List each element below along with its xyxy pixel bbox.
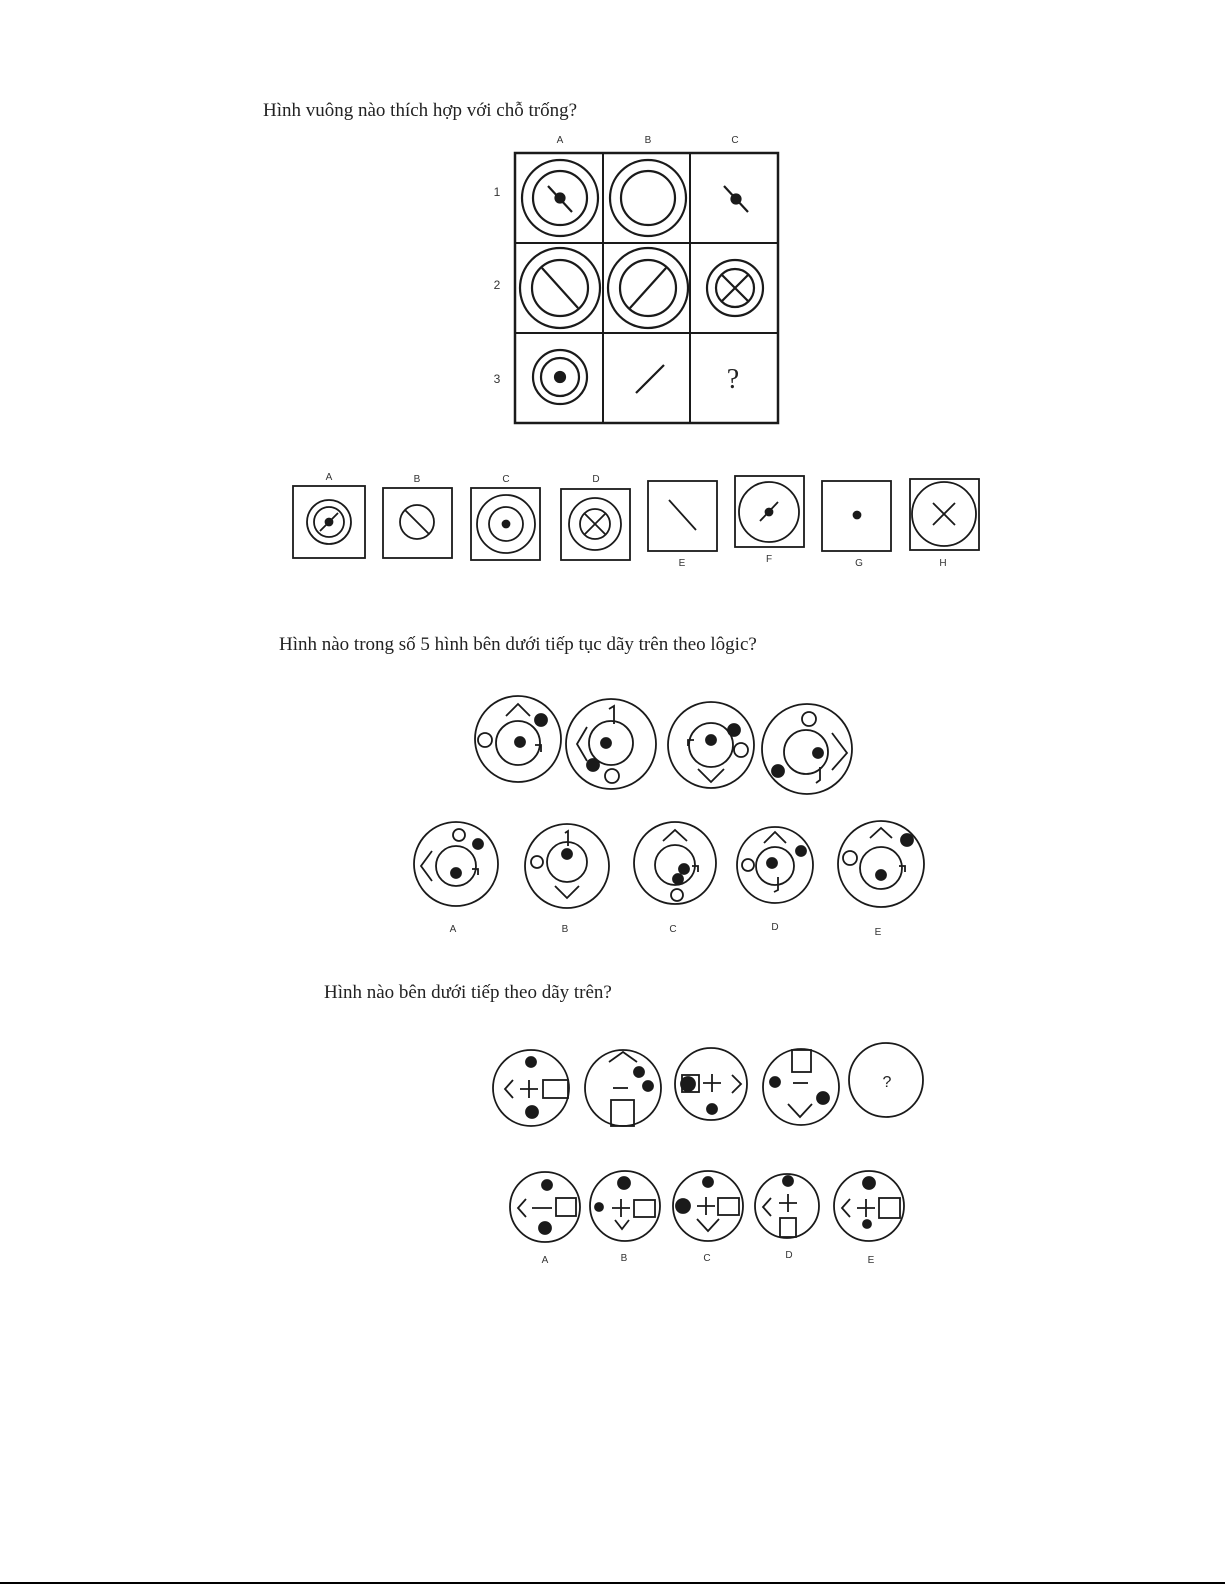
question-2-options <box>405 818 945 938</box>
q2-option-c-label: C <box>669 924 677 935</box>
row-label-3: 3 <box>493 372 501 386</box>
question-1-options <box>285 470 985 570</box>
cell-3b <box>636 365 664 393</box>
cell-1c <box>724 186 748 212</box>
q3-seq-4 <box>763 1049 839 1125</box>
question-1-text: Hình vuông nào thích hợp với chỗ trống? <box>263 100 578 121</box>
cell-1b <box>610 160 686 236</box>
q3-option-e-label: E <box>867 1255 875 1266</box>
cell-3a <box>533 350 587 404</box>
row-label-2: 2 <box>493 278 501 292</box>
row-label-1: 1 <box>493 185 501 199</box>
q3-seq-2 <box>585 1050 661 1126</box>
col-label-b: B <box>644 135 652 146</box>
cell-2a <box>520 248 600 328</box>
cell-2b <box>608 248 688 328</box>
q1-option-h[interactable] <box>910 479 979 550</box>
q2-option-e-label: E <box>874 927 882 938</box>
question-3-options <box>500 1165 920 1270</box>
cell-1a <box>522 160 598 236</box>
q2-option-a[interactable] <box>414 822 498 906</box>
missing-cell-mark: ? <box>726 364 740 395</box>
q3-option-d[interactable] <box>755 1174 819 1238</box>
q3-missing-mark: ? <box>882 1074 892 1091</box>
col-label-c: C <box>731 135 739 146</box>
question-3-sequence <box>488 1040 938 1140</box>
q1-option-f-label: F <box>765 554 773 565</box>
q1-option-d-label: D <box>592 474 600 485</box>
q1-option-c-label: C <box>502 474 510 485</box>
question-1-matrix <box>490 128 790 428</box>
q3-option-c-label: C <box>703 1253 711 1264</box>
q1-option-h-label: H <box>939 558 947 569</box>
q1-option-f[interactable] <box>735 476 804 547</box>
q1-option-g-label: G <box>855 558 863 569</box>
question-3-text: Hình nào bên dưới tiếp theo dãy trên? <box>324 982 612 1003</box>
q1-option-a-label: A <box>325 472 333 483</box>
q2-option-d-label: D <box>771 922 779 933</box>
q3-option-c[interactable] <box>673 1171 743 1241</box>
q2-seq-1 <box>475 696 561 782</box>
q3-option-d-label: D <box>785 1250 793 1261</box>
q3-option-a[interactable] <box>510 1172 580 1242</box>
q2-option-e[interactable] <box>838 821 924 907</box>
q1-option-e[interactable] <box>648 481 717 551</box>
cell-2c <box>707 260 763 316</box>
q1-option-g[interactable] <box>822 481 891 551</box>
q3-option-a-label: A <box>541 1255 549 1266</box>
q2-option-d[interactable] <box>737 827 813 903</box>
question-2-text: Hình nào trong số 5 hình bên dưới tiếp tục dãy trên theo lôgic? <box>279 634 757 655</box>
question-2-sequence <box>470 695 950 805</box>
q3-option-b-label: B <box>620 1253 628 1264</box>
q1-option-b-label: B <box>413 474 421 485</box>
q3-option-b[interactable] <box>590 1171 660 1241</box>
col-label-a: A <box>556 135 564 146</box>
q2-seq-2 <box>566 699 656 789</box>
q3-option-e[interactable] <box>834 1171 904 1241</box>
q1-option-b[interactable] <box>383 488 452 558</box>
page-bottom-border <box>0 1582 1225 1584</box>
q1-option-a[interactable] <box>293 486 365 558</box>
q2-seq-4 <box>762 704 852 794</box>
q2-option-c[interactable] <box>634 822 716 904</box>
q1-option-d[interactable] <box>561 489 630 560</box>
q3-seq-1 <box>493 1050 569 1126</box>
q3-seq-3 <box>675 1048 747 1120</box>
q2-seq-3 <box>668 702 754 788</box>
q1-option-e-label: E <box>678 558 686 569</box>
q1-option-c[interactable] <box>471 488 540 560</box>
q2-option-a-label: A <box>449 924 457 935</box>
q2-option-b[interactable] <box>525 824 609 908</box>
q2-option-b-label: B <box>561 924 569 935</box>
